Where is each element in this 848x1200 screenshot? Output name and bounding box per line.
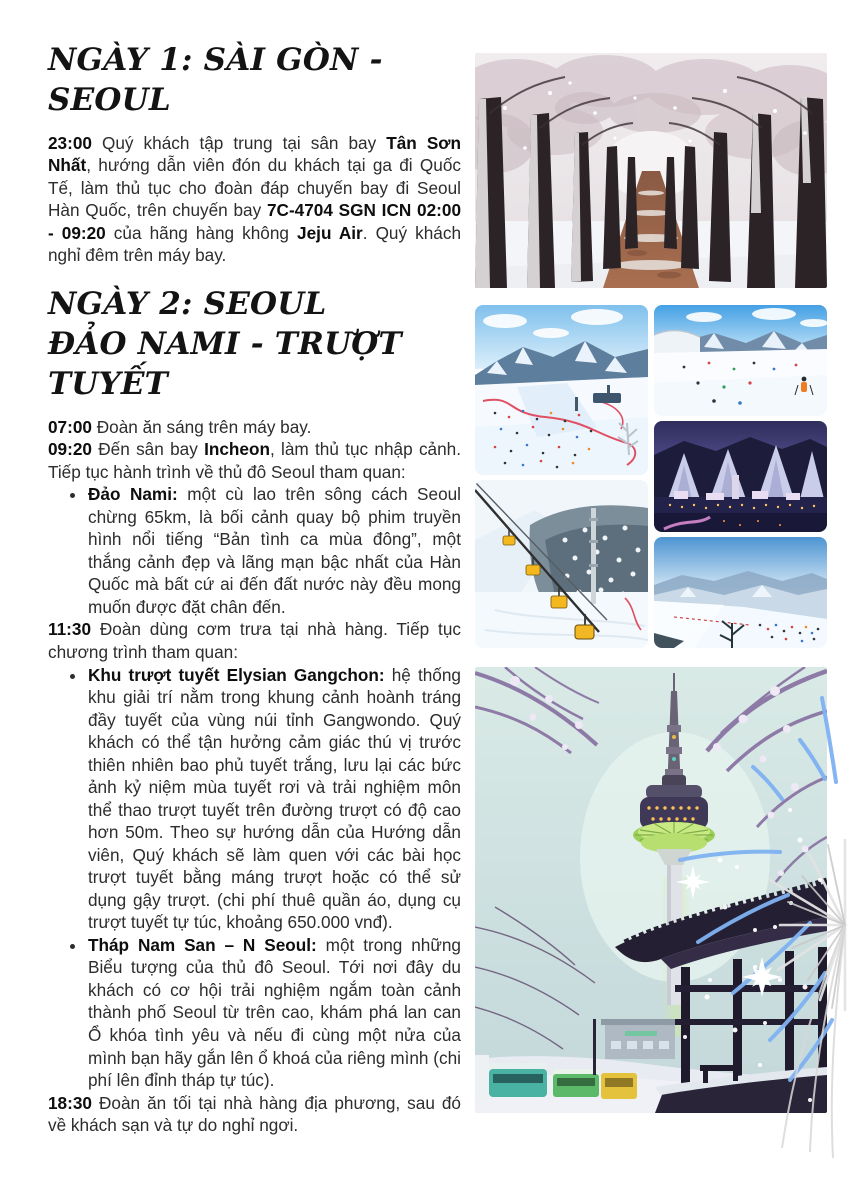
day1-title: NGÀY 1: SÀI GÒN - SEOUL [48, 42, 383, 119]
list-item-nami-island: • Đảo Nami: một cù lao trên sông cách Seoul chừng 65km, là bối cảnh quay bộ phim truyền hình nổi tiếng “Bản tình ca mùa đông”, một thắng cảnh đẹp và lãng mạn bậc nhất của Hàn Quốc mà bất cứ ai đến đất nước này đều mong muốn được đặt chân đến. [87, 483, 461, 618]
photo-n-seoul-tower [475, 667, 827, 1113]
photo-ski-slope-skiers [654, 305, 827, 416]
day2-title-line2: ĐẢO NAMI - TRƯỢT TUYẾT [48, 326, 402, 403]
photo-mountain-panorama [654, 537, 827, 648]
day2-title-line1: NGÀY 2: SEOUL [48, 285, 327, 322]
day2-paragraph-0920: 09:20 Đến sân bay Incheon, làm thủ tục nhập cảnh. Tiếp tục hành trình về thủ đô Seoul tham quan: [48, 439, 462, 482]
day1-paragraph-2300: 23:00 Quý khách tập trung tại sân bay Tân Sơn Nhất, hướng dẫn viên đón du khách tại ga đi Quốc Tế, làm thủ tục cho đoàn đáp chuyến bay đi Seoul Hàn Quốc, trên chuyến bay 7C-4704 SGN ICN 02:00 - 09:20 của hãng hàng không Jeju Air. Quý khách nghỉ đêm trên máy bay. [48, 132, 462, 266]
day2-paragraph-1130: 11:30 Đoàn dùng cơm trưa tại nhà hàng. Tiếp tục chương trình tham quan: [48, 619, 461, 662]
day2-morning-list [48, 483, 461, 618]
photo-ski-resort-night [654, 421, 827, 532]
list-item-namsan-tower: • Tháp Nam San – N Seoul: một trong những Biểu tượng của thủ đô Seoul. Tới nơi đây du khách có cơ hội trải nghiệm ngắm toàn cảnh thành phố Seoul từ trên cao, khám phá lan can Ổ khóa tình yêu và nếu đi cùng một nửa của mình bạn hãy gắn lên ổ khoá của riêng mình (chi phí lên đỉnh tháp tự túc). [87, 934, 461, 1092]
itinerary-text-column [48, 40, 461, 1137]
day2-paragraph-0700: 07:00 Đoàn ăn sáng trên máy bay. [48, 416, 312, 437]
collage-left-column [475, 305, 648, 648]
photo-column [475, 53, 827, 1113]
photo-snowy-tree-lane [475, 53, 827, 288]
photo-ski-resort-aerial [475, 305, 648, 475]
collage-right-column [654, 305, 827, 648]
photo-ski-lift [475, 480, 648, 648]
day2-afternoon-list [48, 664, 461, 1092]
day2-paragraph-1830: 18:30 Đoàn ăn tối tại nhà hàng địa phương, sau đó về khách sạn và tự do nghỉ ngơi. [48, 1092, 461, 1136]
ski-photo-collage [475, 305, 827, 648]
list-item-elysian-gangchon: • Khu trượt tuyết Elysian Gangchon: hệ thống khu giải trí nằm trong khung cảnh hoành tráng đầy tuyết của vùng núi tỉnh Gangwondo. Quý khách có thể tận hưởng cảm giác thú vị trước thiên nhiên bao phủ tuyết trắng, lưu lại các bức ảnh kỷ niệm mùa tuyết rơi và trải nghiệm môn thể thao trượt tuyết trên đường trượt có độ cao hơn 50m. Theo sự hướng dẫn của Hướng dẫn viên, Quý khách sẽ làm quen với các bài học trượt tuyết bằng máng trượt hoặc có thể sử dụng gậy trượt. (chi phí thuê quần áo, dụng cụ trượt tuyết tự túc, khoảng 650.000 vnđ). [87, 664, 461, 934]
day2-title [48, 284, 461, 405]
